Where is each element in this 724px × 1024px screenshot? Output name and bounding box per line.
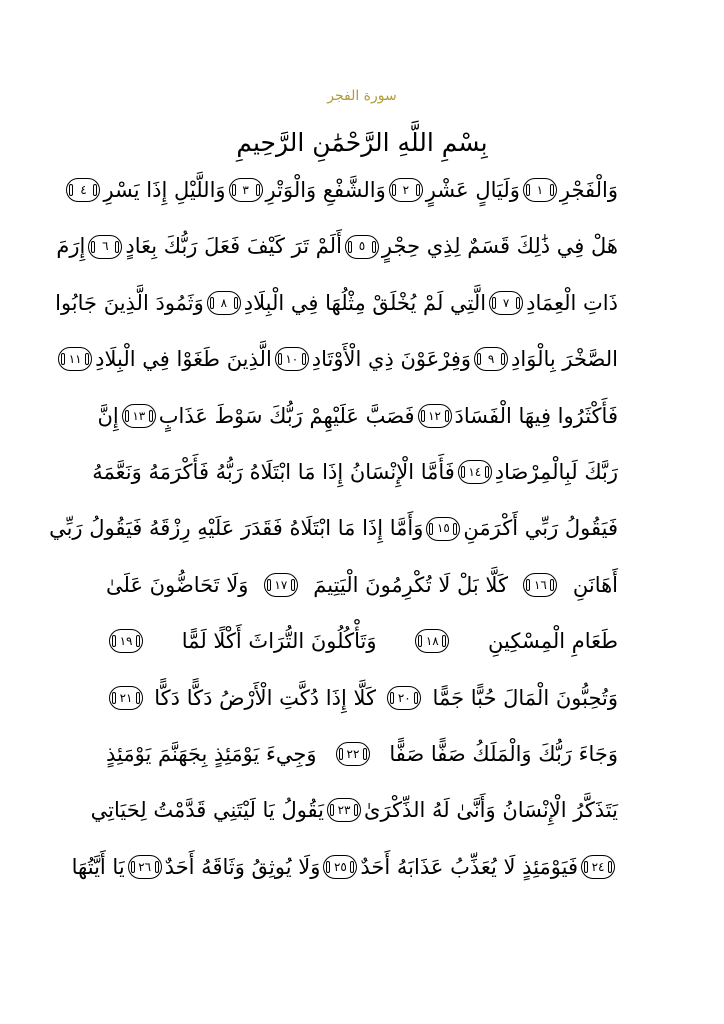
verse-text: رَبَّكَ لَبِالْمِرْصَادِ [494, 459, 618, 484]
verse-text: وَجِيءَ يَوْمَئِذٍ بِجَهَنَّمَ يَوْمَئِذٍ [106, 741, 317, 766]
verse-line [71, 839, 618, 895]
verse-text: الَّتِي لَمْ يُخْلَقْ مِثْلُهَا فِي الْبِلَادِ [243, 290, 487, 315]
ayah-number-marker: ١٢ [418, 404, 452, 428]
ayah-number-marker: ٢٤ [581, 855, 615, 879]
verse-text: فَأَكْثَرُوا فِيهَا الْفَسَادَ [454, 403, 618, 428]
verse-text: يَقُولُ يَا لَيْتَنِي قَدَّمْتُ لِحَيَاتِي [90, 798, 325, 823]
ayah-number-marker: ١٤ [458, 460, 492, 484]
ayah-number-marker: ١٣ [122, 404, 156, 428]
verse-text: وَثَمُودَ الَّذِينَ جَابُوا [55, 290, 204, 315]
ayah-number-marker: ١٦ [523, 573, 557, 597]
ayah-number-marker: ١٨ [415, 629, 449, 653]
verse-text: إِرَمَ [56, 234, 86, 259]
ayah-number-marker: ٢٢ [336, 742, 370, 766]
verse-text: وَلَيَالٍ عَشْرٍ [425, 178, 520, 202]
verse-text: فَيَوْمَئِذٍ لَا يُعَذِّبُ عَذَابَهُ أَحَدٌ [360, 854, 578, 879]
verse-text: هَلْ فِي ذَٰلِكَ قَسَمٌ لِذِي حِجْرٍ [381, 234, 618, 259]
ayah-number-marker: ٢١ [109, 686, 143, 710]
verse-text: وَالشَّفْعِ وَالْوَتْرِ [265, 178, 386, 202]
verse-line [106, 557, 618, 613]
verse-text: وَتَأْكُلُونَ التُّرَاثَ أَكْلًا لَمًّا [181, 629, 377, 654]
verse-text: ذَاتِ الْعِمَادِ [526, 290, 618, 315]
verse-text: وَلَا يُوثِقُ وَثَاقَهُ أَحَدٌ [164, 854, 321, 879]
verse-text: كَلَّا بَلْ لَا تُكْرِمُونَ الْيَتِيمَ [313, 572, 508, 597]
verse-text: وَأَمَّا إِذَا مَا ابْتَلَاهُ فَقَدَرَ عَلَيْهِ رِزْقَهُ فَيَقُولُ رَبِّي [49, 516, 424, 541]
ayah-number-marker: ٤ [66, 178, 100, 202]
verse-line [56, 218, 618, 274]
verse-text: يَتَذَكَّرُ الْإِنْسَانُ وَأَنَّىٰ لَهُ الذِّكْرَىٰ [364, 798, 618, 823]
verse-text: أَلَمْ تَرَ كَيْفَ فَعَلَ رَبُّكَ بِعَادٍ [125, 234, 342, 259]
verse-line [106, 726, 618, 782]
verse-text: فَصَبَّ عَلَيْهِمْ رَبُّكَ سَوْطَ عَذَابٍ [158, 403, 415, 428]
ayah-number-marker: ١٥ [426, 517, 460, 541]
verse-line [49, 500, 618, 556]
verse-text: طَعَامِ الْمِسْكِينِ [488, 629, 618, 654]
verse-text: أَهَانَنِ [572, 572, 618, 597]
verse-line [80, 162, 618, 218]
ayah-number-marker: ٢٠ [387, 686, 421, 710]
verse-line [92, 444, 618, 500]
ayah-number-marker: ١٩ [109, 629, 143, 653]
ayah-number-marker: ٨ [207, 291, 241, 315]
verse-text: وَفِرْعَوْنَ ذِي الْأَوْتَادِ [311, 347, 472, 372]
verse-line [106, 613, 618, 669]
verse-text: الَّذِينَ طَغَوْا فِي الْبِلَادِ [95, 347, 272, 372]
verse-text: وَتُحِبُّونَ الْمَالَ حُبًّا جَمًّا [432, 685, 618, 710]
ayah-number-marker: ١ [523, 178, 557, 202]
verse-text: وَجَاءَ رَبُّكَ وَالْمَلَكُ صَفًّا صَفًّا [389, 741, 618, 766]
verse-line [68, 331, 618, 387]
basmala: بِسْمِ اللَّهِ الرَّحْمَٰنِ الرَّحِيمِ [236, 128, 488, 157]
ayah-number-marker: ١٧ [264, 573, 298, 597]
verse-text: فَيَقُولُ رَبِّي أَكْرَمَنِ [463, 516, 618, 541]
ayah-number-marker: ١٠ [275, 347, 309, 371]
verse-text: كَلَّا إِذَا دُكَّتِ الْأَرْضُ دَكًّا دَكًّا [154, 685, 377, 710]
ayah-number-marker: ٢٦ [128, 855, 162, 879]
ayah-number-marker: ٧ [489, 291, 523, 315]
ayah-number-marker: ١١ [58, 347, 92, 371]
ayah-number-marker: ٢ [389, 178, 423, 202]
verse-text: وَلَا تَحَاضُّونَ عَلَىٰ [106, 572, 249, 597]
verse-text: إِنَّ [97, 403, 119, 428]
verse-text: الصَّخْرَ بِالْوَادِ [511, 347, 618, 372]
ayah-number-marker: ٥ [345, 235, 379, 259]
verse-text: يَا أَيَّتُهَا [71, 854, 125, 879]
verse-line [90, 782, 618, 838]
ayah-number-marker: ٣ [229, 178, 263, 202]
ayah-number-marker: ٢٥ [323, 855, 357, 879]
verse-text: وَاللَّيْلِ إِذَا يَسْرِ [103, 178, 226, 202]
verse-lines [49, 162, 618, 895]
surah-title: سورة الفجر [327, 88, 397, 104]
ayah-number-marker: ٢٣ [327, 798, 361, 822]
ayah-number-marker: ٦ [88, 235, 122, 259]
verse-text: وَالْفَجْرِ [559, 178, 618, 202]
verse-line [55, 275, 618, 331]
ayah-number-marker: ٩ [474, 347, 508, 371]
verse-line [97, 388, 618, 444]
verse-line [106, 670, 618, 726]
verse-text: فَأَمَّا الْإِنْسَانُ إِذَا مَا ابْتَلَاهُ رَبُّهُ فَأَكْرَمَهُ وَنَعَّمَهُ [92, 459, 455, 484]
